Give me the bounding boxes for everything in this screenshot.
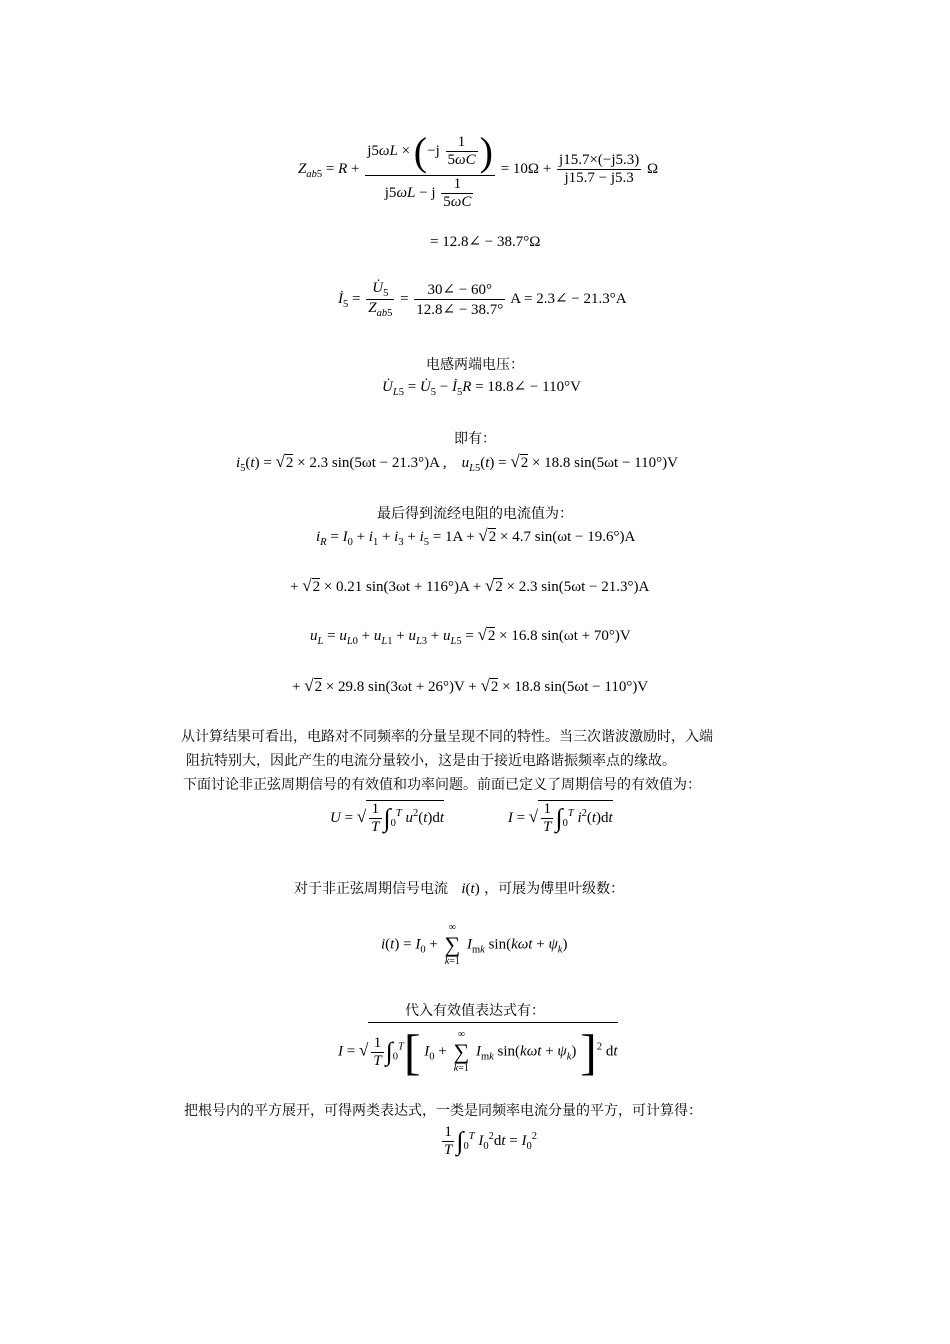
paragraph-analysis-line1: 从计算结果可看出，电路对不同频率的分量呈现不同的特性。当三次谐波激励时，入端 bbox=[181, 729, 713, 745]
eq-ul5: $U̇_{L5}$ = $U̇_5$ − $İ_5R$ = 18.8∠ − 110°V bbox=[382, 379, 581, 398]
label-fourier-intro: 对于非正弦周期信号电流 i(t) ，可展为傅里叶级数： bbox=[294, 881, 625, 897]
label-thus: 即有： bbox=[454, 431, 496, 447]
eq-zab5: $Z_{ab5} = R$ + j5ωL × (−j $\frac{1}{5\omega C}$ ) j5ωL − j $\frac{1}{5\omega C}$ = 10Ω + $\frac{j15.7\times(-j5.3)}{j15.7 - j5.3}$ Ω bbox=[298, 129, 659, 210]
eq-i5: $İ_5$ = $\frac{U̇_5}{Z_{ab5}}$ = $\frac{30\angle - 60^\circ}{12.8\angle - 38.7^\circ}$ A = 2.3∠ − 21.3°A bbox=[338, 280, 627, 319]
label-substitute: 代入有效值表达式有： bbox=[405, 1003, 545, 1019]
eq-ul-line1: $u_L = u_{L0} + u_{L1} + u_{L3} + u_{L5} = √2 \times 16.8$ sin(ωt + 70°)V bbox=[310, 625, 631, 647]
eq-rms-expanded: I = √ $\frac{1}{T}$ $\int_0^T$[ $I_0$ + ∞ ∑ k=1 $I_{mk}$ $\sin(k\omega t + \psi_k)$ ]$^2$ dt bbox=[338, 1024, 618, 1080]
paragraph-analysis-line2: 阻抗特别大，因此产生的电流分量较小，这是由于接近电路谐振频率点的缘故。 bbox=[186, 753, 676, 769]
eq-ir-line1: $i_R = I_0 + i_1 + i_3 + i_5 = 1A + √2 \times 4.7$ sin(ωt − 19.6°)A bbox=[316, 526, 636, 548]
eq-rms-definitions: U = √ $\frac{1}{T}$ $\int_0^T$ $u^2(t)dt$ I = √ $\frac{1}{T}$ $\int_0^T$ $i^2(t)dt$ bbox=[330, 801, 613, 835]
eq-ir-line2: + √2 × 0.21 sin(3ωt + 116°)A + √2 × 2.3 sin(5ωt − 21.3°)A bbox=[290, 576, 650, 595]
paragraph-rms-intro: 下面讨论非正弦周期信号的有效值和功率问题。前面已定义了周期信号的有效值为： bbox=[183, 777, 701, 793]
current-symbol: i(t) bbox=[461, 881, 480, 897]
eq-zab5-result: = 12.8∠ − 38.7°Ω bbox=[430, 234, 541, 250]
eq-time-domain: $i_5(t) = √2 \times 2.3$ sin(5ωt − 21.3°)A , $u_{L5}(t) = √2 \times 18.8$ sin(5ωt − 110°)V bbox=[236, 452, 678, 474]
label-resistor-current: 最后得到流经电阻的电流值为： bbox=[377, 506, 573, 522]
paragraph-expand: 把根号内的平方展开，可得两类表达式，一类是同频率电流分量的平方，可计算得： bbox=[184, 1103, 702, 1119]
eq-fourier-series: $i(t) = I_0$ + ∞ ∑ k=1 $I_{mk}$ $\sin(k\omega t + \psi_k)$ bbox=[381, 922, 568, 967]
label-inductor-voltage: 电感两端电压： bbox=[426, 357, 524, 373]
eq-dc-square: $\frac{1}{T}$ $\int_0^T$ $I_0^2dt = I_0^2$ bbox=[444, 1124, 537, 1158]
eq-ul-line2: + √2 × 29.8 sin(3ωt + 26°)V + √2 × 18.8 sin(5ωt − 110°)V bbox=[292, 676, 649, 695]
